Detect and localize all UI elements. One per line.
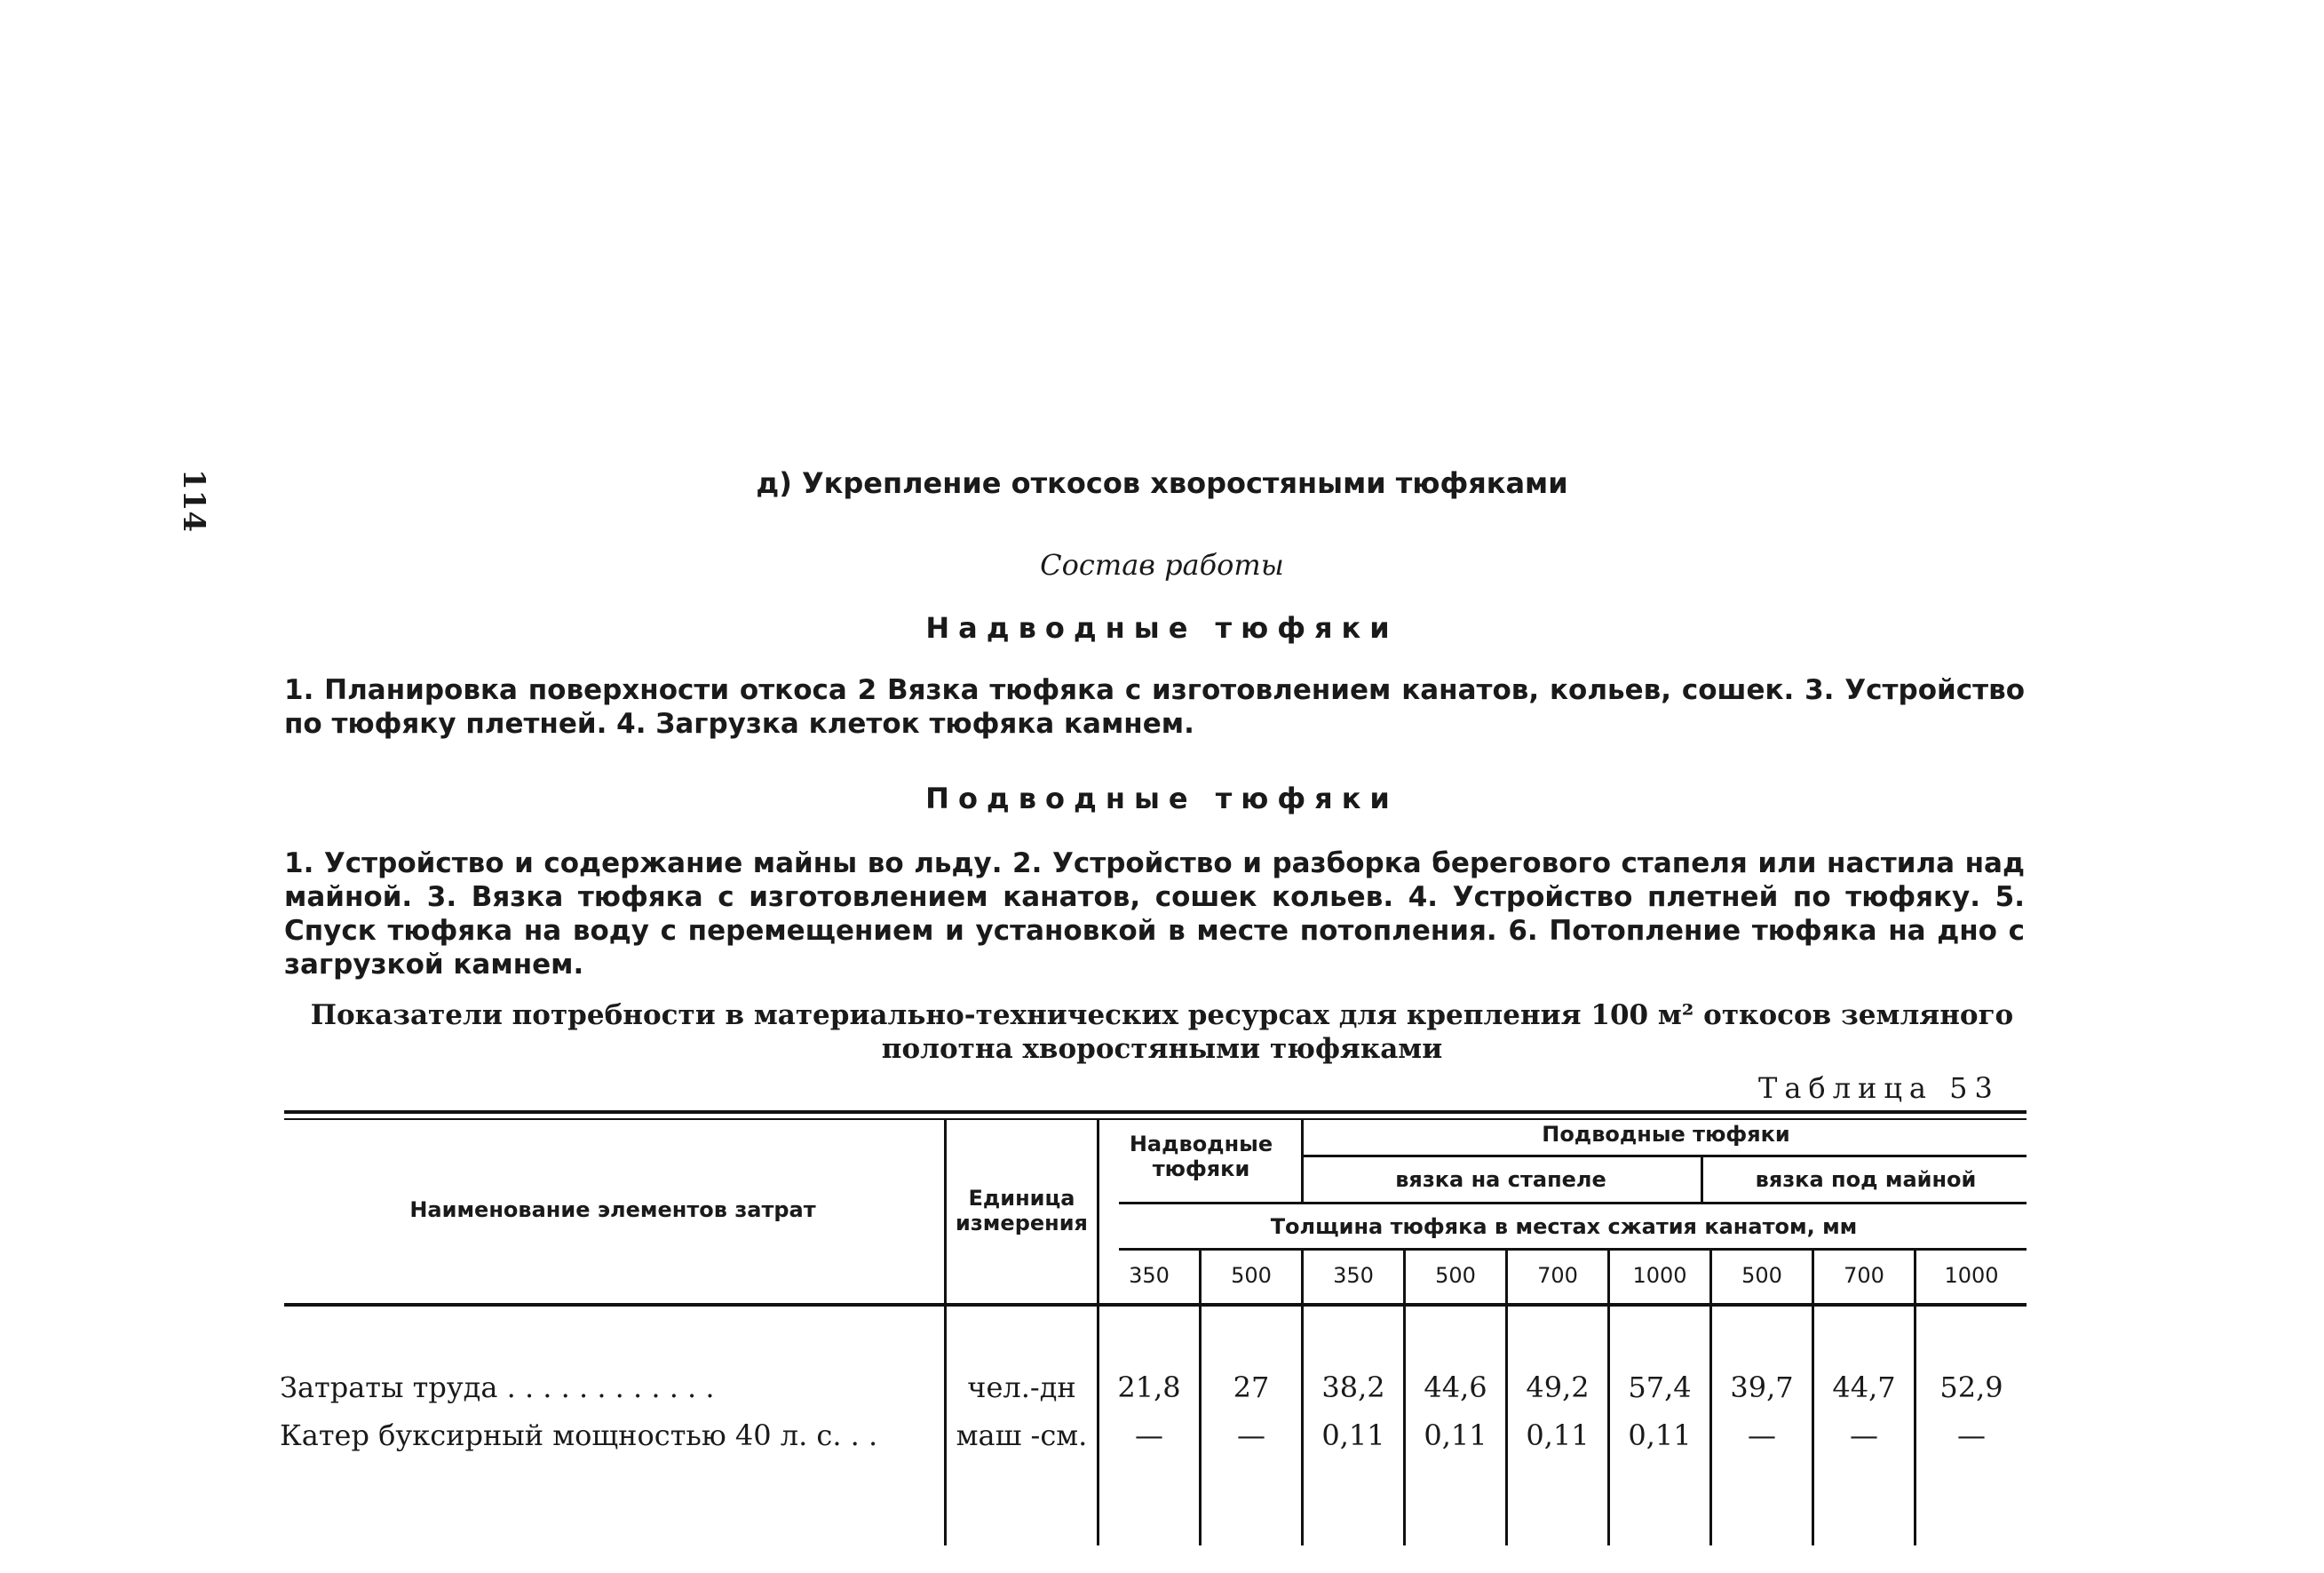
header-unit: Единица измерения [956,1186,1088,1235]
col-thickness: 700 [1537,1263,1578,1288]
vline-after-name [944,1119,947,1545]
col-thickness: 500 [1435,1263,1476,1288]
table-cell: 0,11 [1526,1418,1590,1452]
header-under-maina: вязка под майной [1755,1167,1977,1192]
header-surface: Надводные тюфяки [1129,1132,1273,1181]
vline-after-unit [1097,1119,1099,1545]
table-cell: 57,4 [1628,1370,1692,1404]
table-cell: 39,7 [1730,1370,1794,1404]
table-top-rule-thin [284,1118,2027,1120]
header-name: Наименование элементов затрат [409,1197,816,1222]
section-title: д) Укрепление откосов хворостяными тюфяками [756,466,1568,500]
header-underwater: Подводные тюфяки [1542,1122,1790,1147]
rule-under-thickness [1119,1248,2027,1251]
vline-surface-group [1301,1119,1304,1204]
table-cell: 49,2 [1526,1370,1590,1404]
table-cell: 0,11 [1424,1418,1487,1452]
table-cell: 52,9 [1939,1370,2003,1404]
header-bottom-rule [284,1303,2027,1307]
row-boat-unit: маш -см. [956,1418,1088,1452]
col-thickness: 500 [1741,1263,1782,1288]
table-caption-line1: Показатели потребности в материально-технических ресурсах для крепления 100 м² откосов земляного [310,999,2014,1031]
surface-text: 1. Планировка поверхности откоса 2 Вязка тюфяка с изготовлением канатов, кольев, сошек. 3. Устройство по тюфяку плетней. 4. Загрузка клеток тюфяка камнем. [284,674,2025,740]
col-thickness: 500 [1231,1263,1272,1288]
table-cell: — [1957,1418,1986,1452]
header-thickness: Толщина тюфяка в местах сжатия канатом, мм [1270,1214,1858,1239]
composition-title: Состав работы [1040,548,1284,582]
col-thickness: 350 [1129,1263,1170,1288]
underwater-title: Подводные тюфяки [925,782,1399,815]
table-cell: — [1850,1418,1878,1452]
col-thickness: 350 [1333,1263,1374,1288]
resource-table [280,1110,2027,1554]
table-cell: — [1237,1418,1265,1452]
table-cell: 27 [1233,1370,1270,1404]
page-number: 114 [176,469,211,532]
table-label: Таблица 53 [1758,1071,2000,1105]
underwater-text: 1. Устройство и содержание майны во льду. 2. Устройство и разборка берегового стапеля или настила над майной. 3. Вязка тюфяка с изготовлением канатов, сошек кольев. 4. Устройство плетней по тюфяку. 5. Спуск тюфяка на воду с перемещением и установкой в месте потопления. 6. Потопление тюфяка на дно с загрузкой камнем. [284,847,2025,981]
table-cell: 38,2 [1321,1370,1385,1404]
col-thickness: 1000 [1632,1263,1687,1288]
col-thickness: 1000 [1944,1263,1999,1288]
col-thickness: 700 [1844,1263,1884,1288]
table-caption-line2: полотна хворостяными тюфяками [881,1033,1443,1065]
table-cell: 21,8 [1117,1370,1181,1404]
table-cell: 44,6 [1424,1370,1487,1404]
row-labor-unit: чел.-дн [967,1370,1076,1404]
surface-title: Надводные тюфяки [925,611,1399,645]
row-labor-name: Затраты труда . . . . . . . . . . . . [280,1370,715,1404]
table-cell: — [1748,1418,1776,1452]
rule-under-subgroups [1119,1202,2027,1204]
row-boat-name: Катер буксирный мощностью 40 л. с. . . [280,1418,878,1452]
table-cell: 0,11 [1321,1418,1385,1452]
rule-under-underwater [1301,1155,2027,1157]
table-cell: 44,7 [1832,1370,1896,1404]
table-cell: 0,11 [1628,1418,1692,1452]
header-on-slipway: вязка на стапеле [1395,1167,1606,1192]
table-cell: — [1135,1418,1163,1452]
vline-subgroup-split [1701,1157,1703,1202]
table-top-rule [284,1110,2027,1114]
